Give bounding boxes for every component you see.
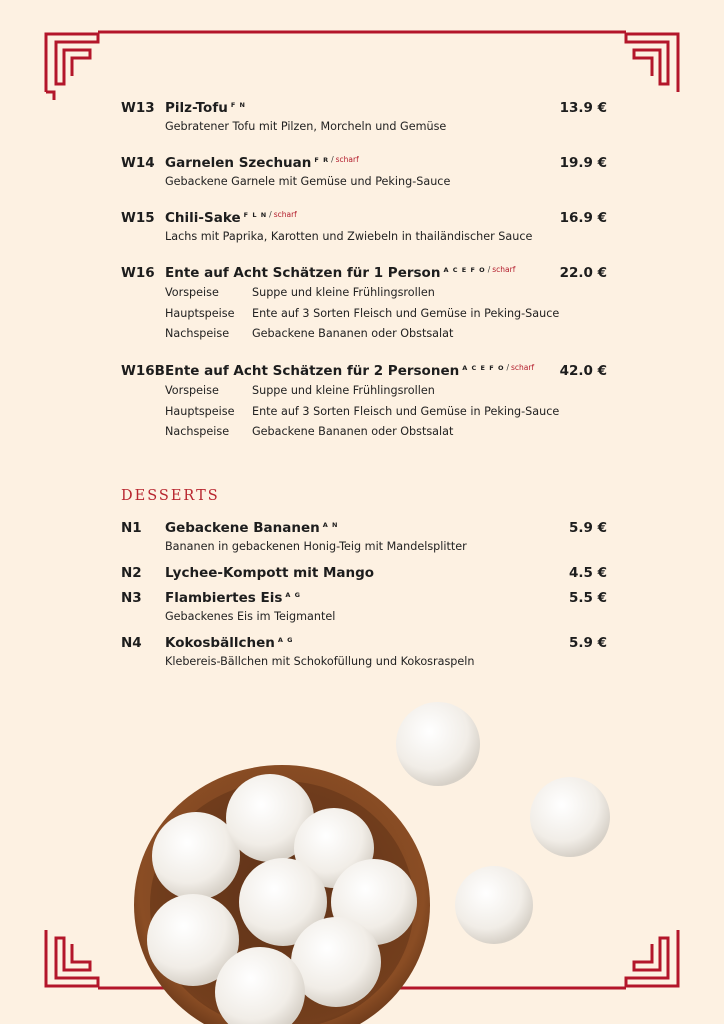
item-name: Ente auf Acht Schätzen für 1 Person $^{A C E F O}$ / $^{scharf}$ [165, 265, 516, 281]
allergen-codes: A G [277, 636, 294, 644]
course-row: Vorspeise Suppe und kleine Frühlingsrollen [165, 384, 435, 397]
item-name: Ente auf Acht Schätzen für 2 Personen $^{A C E F O}$ / $^{scharf}$ [165, 363, 535, 379]
item-description: Gebratener Tofu mit Pilzen, Morcheln und Gemüse [165, 120, 447, 133]
item-name: Kokosbällchen $^{A G}$ [165, 635, 294, 651]
spicy-label: scharf [273, 210, 297, 219]
course-row: Nachspeise Gebackene Bananen oder Obstsalat [165, 425, 454, 438]
allergen-codes: A G [285, 591, 302, 599]
bowl [134, 765, 430, 1024]
item-description: Gebackene Garnele mit Gemüse und Peking-Sauce [165, 175, 451, 188]
item-description: Bananen in gebackenen Honig-Teig mit Mandelsplitter [165, 540, 467, 553]
course-row: Nachspeise Gebackene Bananen oder Obstsalat [165, 327, 454, 340]
item-code: N4 [121, 635, 142, 651]
menu-item-w14 [121, 155, 607, 210]
item-name: Pilz-Tofu $^{F N}$ [165, 100, 246, 116]
item-price: 5.9 € [568, 635, 607, 651]
menu-item-w15 [121, 210, 607, 265]
item-name: Garnelen Szechuan $^{F R}$ / $^{scharf}$ [165, 155, 359, 171]
menu-item-w16 [121, 265, 607, 363]
item-price: 13.9 € [559, 100, 607, 116]
item-price: 4.5 € [568, 565, 607, 581]
coconut-balls [147, 702, 610, 1024]
item-price: 16.9 € [559, 210, 607, 226]
item-description: Gebackenes Eis im Teigmantel [165, 610, 336, 623]
desserts-list [121, 520, 607, 680]
allergen-codes: A N [322, 521, 339, 529]
course-row: Hauptspeise Ente auf 3 Sorten Fleisch und Gemüse in Peking-Sauce [165, 404, 560, 418]
main-dishes-list [121, 100, 607, 461]
item-description: Klebereis-Bällchen mit Schokofüllung und Kokosraspeln [165, 655, 475, 668]
menu-item-n4 [121, 635, 607, 680]
allergen-codes: F N [230, 101, 246, 109]
item-name: Chili-Sake $^{F L N}$ / $^{scharf}$ [165, 210, 297, 226]
item-code: W15 [121, 210, 155, 226]
item-code: W14 [121, 155, 155, 171]
course-row: Vorspeise Suppe und kleine Frühlingsrollen [165, 286, 435, 299]
item-code: N1 [121, 520, 142, 536]
item-code: N2 [121, 565, 142, 581]
item-code: W13 [121, 100, 155, 116]
allergen-codes: F R [314, 156, 330, 164]
item-name: Flambiertes Eis $^{A G}$ [165, 590, 302, 606]
item-price: 5.9 € [568, 520, 607, 536]
item-code: N3 [121, 590, 142, 606]
item-price: 19.9 € [559, 155, 607, 171]
item-name: Gebackene Bananen $^{A N}$ [165, 520, 339, 536]
item-name: Lychee-Kompott mit Mango [165, 565, 375, 581]
menu-item-n2 [121, 565, 607, 590]
menu-item-w13 [121, 100, 607, 155]
item-price: 5.5 € [568, 590, 607, 606]
item-code: W16B [121, 363, 165, 379]
spicy-label: scharf [511, 363, 535, 372]
spicy-label: scharf [492, 265, 516, 274]
desserts-heading: DESSERTS [121, 488, 220, 504]
menu-item-n3 [121, 590, 607, 635]
spicy-label: scharf [335, 155, 359, 164]
item-price: 42.0 € [559, 363, 607, 379]
item-price: 22.0 € [559, 265, 607, 281]
allergen-codes: A C E F O [443, 266, 486, 274]
allergen-codes: F L N [243, 211, 268, 219]
menu-item-n1 [121, 520, 607, 565]
allergen-codes: A C E F O [462, 364, 505, 372]
course-row: Hauptspeise Ente auf 3 Sorten Fleisch und Gemüse in Peking-Sauce [165, 306, 560, 320]
item-code: W16 [121, 265, 155, 281]
menu-item-w16b [121, 363, 607, 461]
item-description: Lachs mit Paprika, Karotten und Zwiebeln in thailändischer Sauce [165, 230, 533, 243]
